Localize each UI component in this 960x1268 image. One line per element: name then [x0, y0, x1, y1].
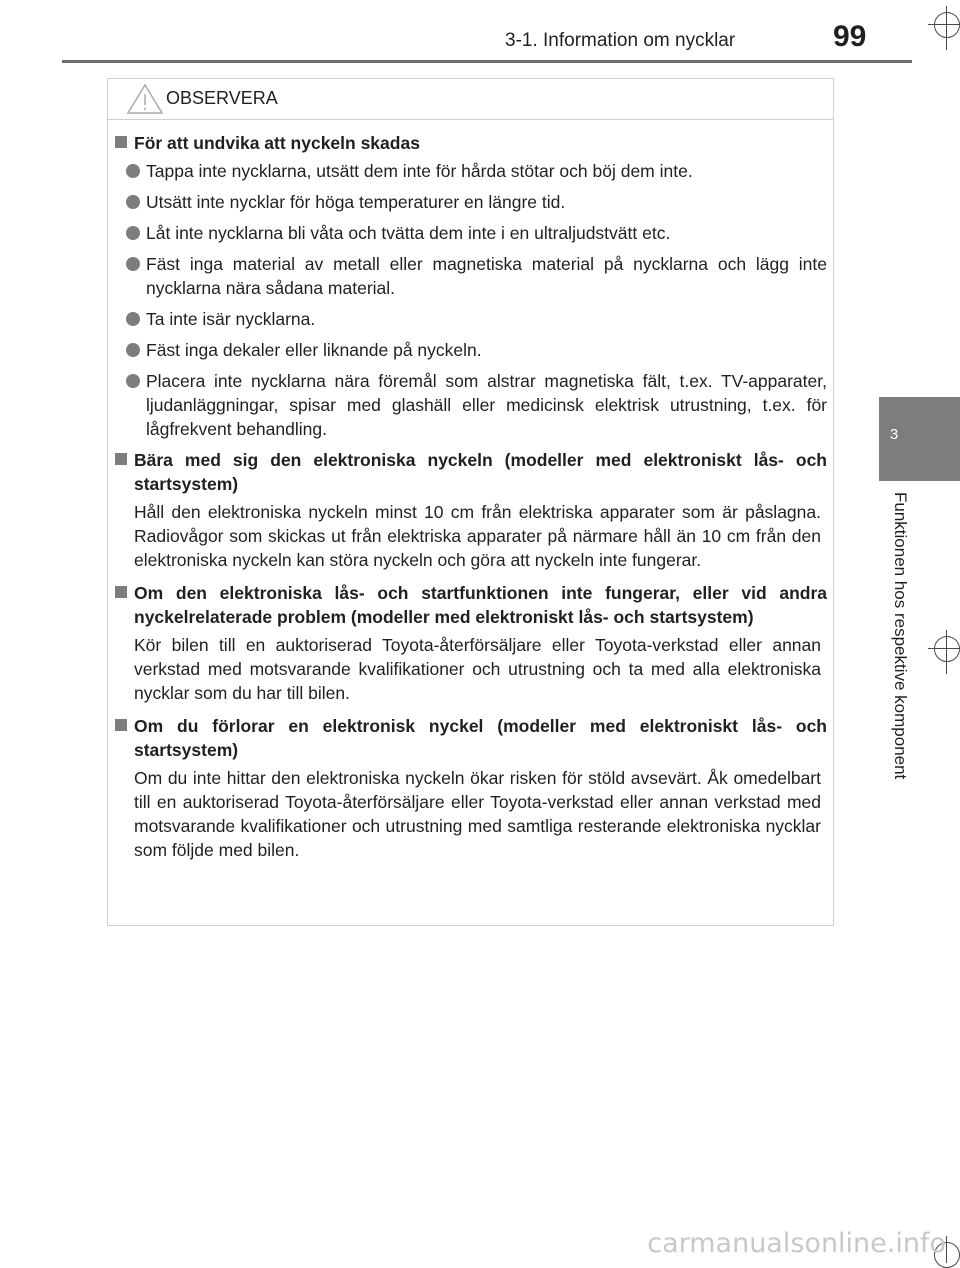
notice-content [108, 131, 835, 871]
square-bullet-icon [115, 136, 127, 148]
section-heading: Om den elektroniska lås- och startfunktionen inte fungerar, eller vid andra nyckelrelaterade problem (modeller med elektroniskt lås- och startsystem) [134, 581, 827, 629]
page-number: 99 [833, 20, 867, 53]
section-heading: Om du förlorar en elektronisk nyckel (modeller med elektroniskt lås- och startsystem) [134, 714, 827, 762]
chapter-number: 3 [889, 426, 899, 443]
warning-triangle-icon [126, 83, 164, 115]
circle-bullet-icon [126, 312, 140, 326]
list-item: Placera inte nycklarna nära föremål som alstrar magnetiska fält, t.ex. TV-apparater, ljudanläggningar, spisar med glashäll eller medicinsk elektrisk utrustning, t.ex. för lågfrekvent behandling. [146, 369, 827, 441]
square-bullet-icon [115, 453, 127, 465]
notice-title: OBSERVERA [166, 88, 278, 108]
notice-header [108, 79, 833, 120]
square-bullet-icon [115, 719, 127, 731]
header-rule [62, 60, 912, 63]
section-text: Kör bilen till en auktoriserad Toyota-återförsäljare eller Toyota-verkstad eller annan verkstad med motsvarande kvalifikationer och utrustning och ta med alla elektroniska nycklar som du har till bilen. [134, 635, 821, 703]
watermark: carmanualsonline.info [647, 1228, 946, 1259]
section-text: Håll den elektroniska nyckeln minst 10 cm från elektriska apparater som är påslagna. Radiovågor som skickas ut från elektriska apparater på närmare håll än 10 cm från den elektroniska nyckeln kan störa nyckeln och göra att nyckeln inte fungerar. [134, 502, 821, 570]
list-item: Fäst inga dekaler eller liknande på nyckeln. [146, 338, 827, 362]
circle-bullet-icon [126, 343, 140, 357]
chapter-tab [879, 397, 960, 481]
list-item: Tappa inte nycklarna, utsätt dem inte för hårda stötar och böj dem inte. [146, 159, 827, 183]
notice-box [107, 78, 834, 926]
circle-bullet-icon [126, 257, 140, 271]
circle-bullet-icon [126, 164, 140, 178]
list-item: Låt inte nycklarna bli våta och tvätta dem inte i en ultraljudstvätt etc. [146, 221, 827, 245]
square-bullet-icon [115, 586, 127, 598]
list-item: Fäst inga material av metall eller magnetiska material på nycklarna och lägg inte nycklarna nära sådana material. [146, 252, 827, 300]
chapter-title: Funktionen hos respektive komponent [891, 492, 910, 780]
section-heading: Bära med sig den elektroniska nyckeln (modeller med elektroniskt lås- och startsystem) [134, 448, 827, 496]
list-item: Utsätt inte nycklar för höga temperaturer en längre tid. [146, 190, 827, 214]
section-heading: För att undvika att nyckeln skadas [134, 131, 827, 155]
section-text: Om du inte hittar den elektroniska nyckeln ökar risken för stöld avsevärt. Åk omedelbart till en auktoriserad Toyota-återförsäljare eller Toyota-verkstad eller annan verkstad med motsvarande kvalifikationer och utrustning med samtliga resterande elektroniska nycklar som följde med bilen. [134, 768, 821, 860]
circle-bullet-icon [126, 195, 140, 209]
list-item: Ta inte isär nycklarna. [146, 307, 827, 331]
circle-bullet-icon [126, 374, 140, 388]
section-title: 3-1. Information om nycklar [505, 30, 736, 51]
bullet-list [108, 159, 835, 441]
circle-bullet-icon [126, 226, 140, 240]
